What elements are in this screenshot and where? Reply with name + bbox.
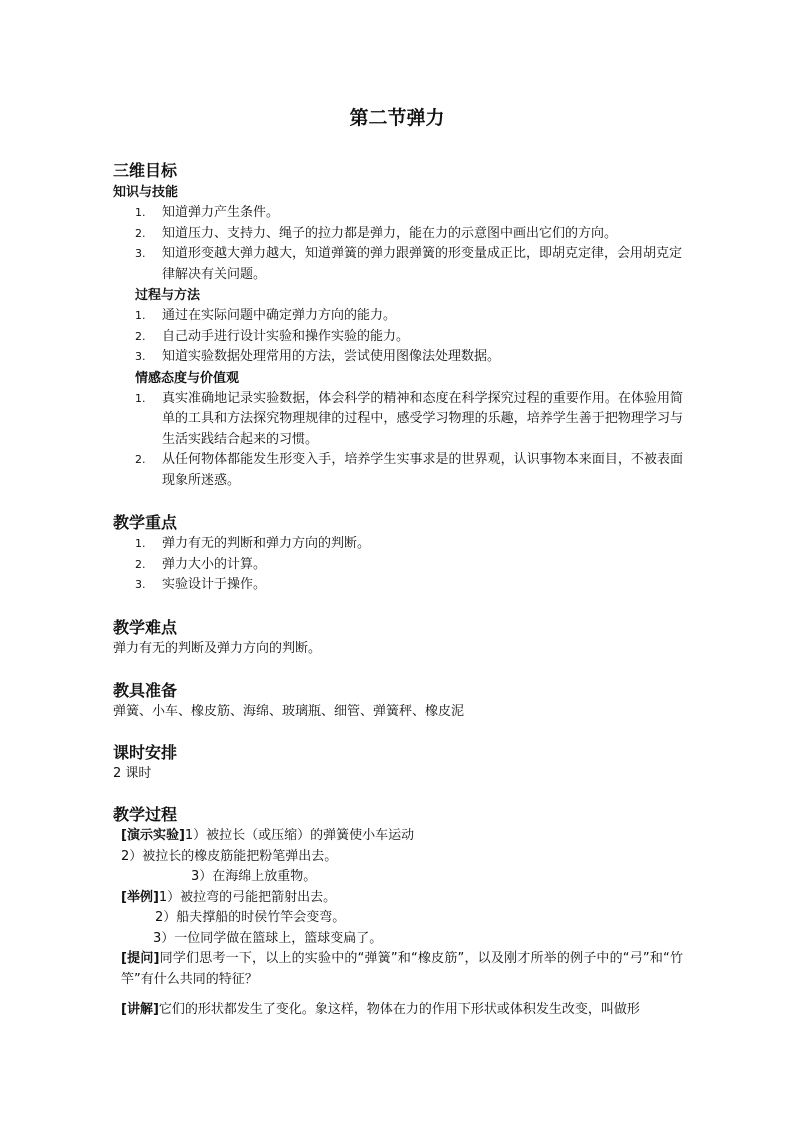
question-paragraph: [提问]同学们思考一下，以上的实验中的“弹簧”和“橡皮筋”，以及刚才所举的例子中的“弓”和“竹竿”有什么共同的特征？ xyxy=(121,951,683,987)
demo-line-2: 2）被拉长的橡皮筋能把粉笔弹出去。 xyxy=(121,848,338,864)
demo-line-3: 3）在海绵上放重物。 xyxy=(191,869,317,884)
schedule-text: 2 课时 xyxy=(113,766,152,781)
example-line-2: 2）船夫撑船的时侯竹竿会变弯。 xyxy=(155,910,346,925)
difficulty-section xyxy=(113,617,683,660)
example-tag: [举例] xyxy=(121,889,159,905)
list-item: 3. 知道形变越大弹力越大，知道弹簧的弹力跟弹簧的形变量成正比，即胡克定律，会用胡克定律解决有关问题。 xyxy=(135,246,683,282)
tools-heading: 教具准备 xyxy=(113,681,178,700)
list-item: 1. 真实准确地记录实验数据，体会科学的精神和态度在科学探究过程的重要作用。在体验用简单的工具和方法探究物理规律的过程中，感受学习物理的乐趣，培养学生善于把物理学习与生活实践结合起来的习惯。 xyxy=(135,390,683,447)
objectives-section xyxy=(113,160,683,491)
teaching-process-section xyxy=(113,804,683,1021)
tools-text: 弹簧、小车、橡皮筋、海绵、玻璃瓶、细管、弹簧秤、橡皮泥 xyxy=(113,704,465,719)
difficulty-text: 弹力有无的判断及弹力方向的判断。 xyxy=(113,641,322,656)
question-tag: [提问] xyxy=(121,951,160,966)
key-points-heading: 教学重点 xyxy=(113,513,178,532)
explain-paragraph: [讲解]它们的形状都发生了变化。象这样，物体在力的作用下形状或体积发生改变，叫做形 xyxy=(121,1002,640,1017)
list-item: 1. 通过在实际问题中确定弹力方向的能力。 xyxy=(135,308,397,323)
tools-section xyxy=(113,680,683,723)
process-list xyxy=(113,306,683,368)
knowledge-list xyxy=(113,203,683,285)
teaching-process-heading: 教学过程 xyxy=(113,805,178,824)
example-line-3: 3）一位同学做在篮球上，篮球变扁了。 xyxy=(153,930,383,946)
objectives-heading: 三维目标 xyxy=(113,161,178,180)
list-item: 2. 弹力大小的计算。 xyxy=(135,556,267,572)
demo-tag: [演示实验] xyxy=(121,828,185,843)
key-points-list xyxy=(113,534,683,596)
list-item: 1. 弹力有无的判断和弹力方向的判断。 xyxy=(135,536,371,551)
demo-line-1: [演示实验]1）被拉长（或压缩）的弹簧使小车运动 xyxy=(121,828,415,843)
knowledge-heading: 知识与技能 xyxy=(113,185,179,200)
list-item: 2. 从任何物体都能发生形变入手，培养学生实事求是的世界观，认识事物本来面目，不被表面现象所迷惑。 xyxy=(135,452,683,488)
key-points-section xyxy=(113,512,683,596)
example-line-1: [举例]1）被拉弯的弓能把箭射出去。 xyxy=(121,889,337,905)
list-item: 2. 自己动手进行设计实验和操作实验的能力。 xyxy=(135,328,410,344)
explain-tag: [讲解] xyxy=(121,1002,159,1017)
process-heading: 过程与方法 xyxy=(135,288,201,303)
page-title: 第二节弹力 xyxy=(349,107,445,129)
list-item: 3. 知道实验数据处理常用的方法，尝试使用图像法处理数据。 xyxy=(135,349,501,364)
list-item: 2. 知道压力、支持力、绳子的拉力都是弹力，能在力的示意图中画出它们的方向。 xyxy=(135,225,618,241)
list-item: 3. 实验设计于操作。 xyxy=(135,577,267,592)
emotion-heading: 情感态度与价值观 xyxy=(135,370,240,386)
difficulty-heading: 教学难点 xyxy=(113,618,178,637)
list-item: 1. 知道弹力产生条件。 xyxy=(135,205,280,220)
schedule-heading: 课时安排 xyxy=(113,743,178,762)
schedule-section xyxy=(113,742,683,785)
emotion-list xyxy=(113,389,683,492)
